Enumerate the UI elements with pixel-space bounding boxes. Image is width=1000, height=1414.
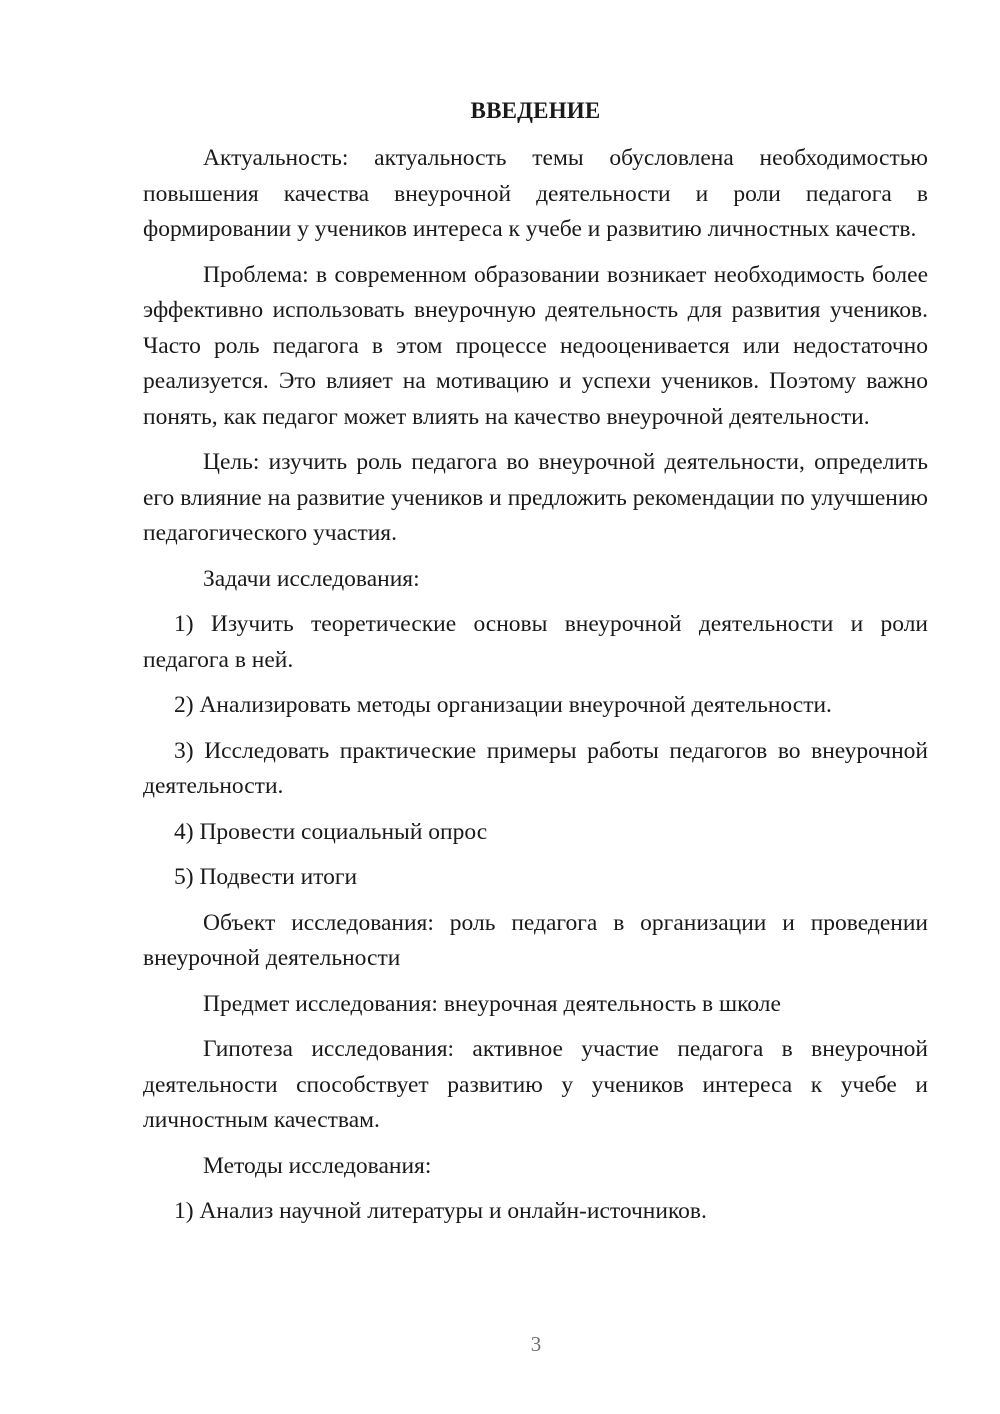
object-paragraph: Объект исследования: роль педагога в организации и проведении внеурочной деятельности bbox=[143, 909, 928, 971]
goal-paragraph: Цель: изучить роль педагога во внеурочной деятельности, определить его влияние на развитие учеников и предложить рекомендации по улучшению педагогического участия. bbox=[143, 449, 928, 546]
task-item-5: 5) Подвести итоги bbox=[174, 864, 358, 890]
relevance-paragraph: Актуальность: актуальность темы обусловлена необходимостью повышения качества внеурочной деятельности и роли педагога в формировании у учеников интереса к учебе и развитию личностных качеств. bbox=[143, 145, 928, 242]
page-title: ВВЕДЕНИЕ bbox=[470, 98, 601, 123]
methods-heading: Методы исследования: bbox=[203, 1152, 432, 1179]
page-number: 3 bbox=[530, 1332, 542, 1356]
hypothesis-paragraph: Гипотеза исследования: активное участие педагога в внеурочной деятельности способствует развитию у учеников интереса к учебе и личностным качествам. bbox=[143, 1036, 928, 1133]
page-content bbox=[143, 94, 928, 1240]
task-item-4: 4) Провести социальный опрос bbox=[174, 818, 488, 845]
task-item-1: 1) Изучить теоретические основы внеурочной деятельности и роли педагога в ней. bbox=[143, 611, 928, 673]
method-item-1: 1) Анализ научной литературы и онлайн-источников. bbox=[174, 1198, 707, 1224]
problem-paragraph: Проблема: в современном образовании возникает необходимость более эффективно использовать внеурочную деятельность для развития учеников. Часто роль педагога в этом процессе недооценивается или недостаточно реализуется. Это влияет на мотивацию и успехи учеников. Поэтому важно понять, как педагог может влиять на качество внеурочной деятельности. bbox=[143, 261, 928, 430]
task-item-2: 2) Анализировать методы организации внеурочной деятельности. bbox=[174, 692, 832, 718]
subject-paragraph: Предмет исследования: внеурочная деятельность в школе bbox=[203, 990, 781, 1017]
task-item-3: 3) Исследовать практические примеры работы педагогов во внеурочной деятельности. bbox=[143, 737, 928, 799]
tasks-heading: Задачи исследования: bbox=[203, 565, 420, 592]
